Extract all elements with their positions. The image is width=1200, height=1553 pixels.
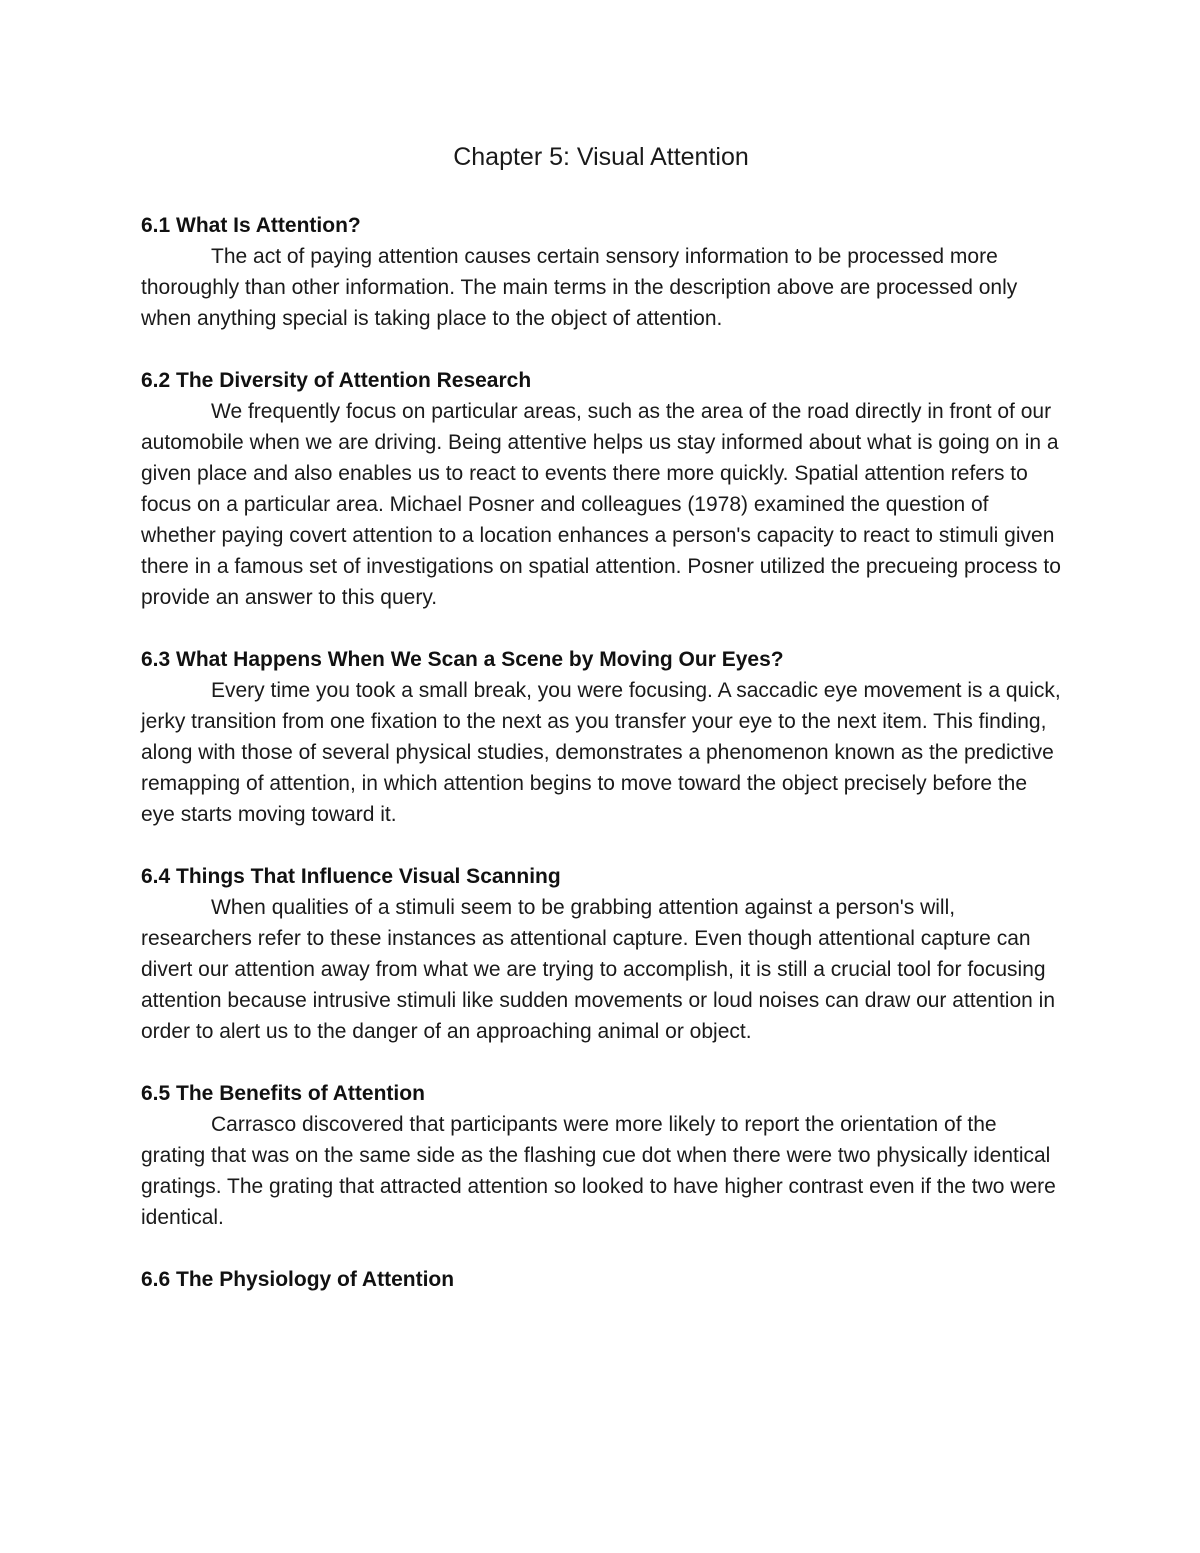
document-page — [141, 138, 1061, 1326]
section-body: The act of paying attention causes certain sensory information to be processed more thoroughly than other information. The main terms in the description above are processed only when anything special is taking place to the object of attention. — [141, 245, 1018, 330]
section-body: Every time you took a small break, you were focusing. A saccadic eye movement is a quick, jerky transition from one fixation to the next as you transfer your eye to the next item. This finding, along with those of several physical studies, demonstrates a phenomenon known as the predictive remapping of attention, in which attention begins to move toward the object precisely before the eye starts moving toward it. — [141, 679, 1061, 826]
section-heading: 6.3 What Happens When We Scan a Scene by Moving Our Eyes? — [141, 648, 784, 671]
section-6-5 — [141, 1078, 1061, 1233]
section-body: When qualities of a stimuli seem to be grabbing attention against a person's will, researchers refer to these instances as attentional capture. Even though attentional capture can divert our attention away from what we are trying to accomplish, it is still a crucial tool for focusing attention because intrusive stimuli like sudden movements or loud noises can draw our attention in order to alert us to the danger of an approaching animal or object. — [141, 896, 1056, 1043]
section-heading: 6.5 The Benefits of Attention — [141, 1082, 425, 1105]
chapter-title: Chapter 5: Visual Attention — [453, 143, 749, 171]
section-body: Carrasco discovered that participants were more likely to report the orientation of the grating that was on the same side as the flashing cue dot when there were two physically identical gratings. The grating that attracted attention so looked to have higher contrast even if the two were identical. — [141, 1113, 1056, 1229]
section-6-3 — [141, 644, 1061, 830]
section-heading: 6.2 The Diversity of Attention Research — [141, 369, 532, 392]
section-body: We frequently focus on particular areas, such as the area of the road directly in front of our automobile when we are driving. Being attentive helps us stay informed about what is going on in a given place and also enables us to react to events there more quickly. Spatial attention refers to focus on a particular area. Michael Posner and colleagues (1978) examined the question of whether paying covert attention to a location enhances a person's capacity to react to stimuli given there in a famous set of investigations on spatial attention. Posner utilized the precueing process to provide an answer to this query. — [141, 400, 1061, 609]
section-6-4 — [141, 861, 1061, 1047]
section-heading: 6.1 What Is Attention? — [141, 214, 361, 237]
section-heading: 6.4 Things That Influence Visual Scanning — [141, 865, 561, 888]
section-6-2 — [141, 365, 1061, 613]
section-6-1 — [141, 210, 1061, 334]
section-6-6 — [141, 1264, 1061, 1295]
section-heading: 6.6 The Physiology of Attention — [141, 1268, 455, 1291]
